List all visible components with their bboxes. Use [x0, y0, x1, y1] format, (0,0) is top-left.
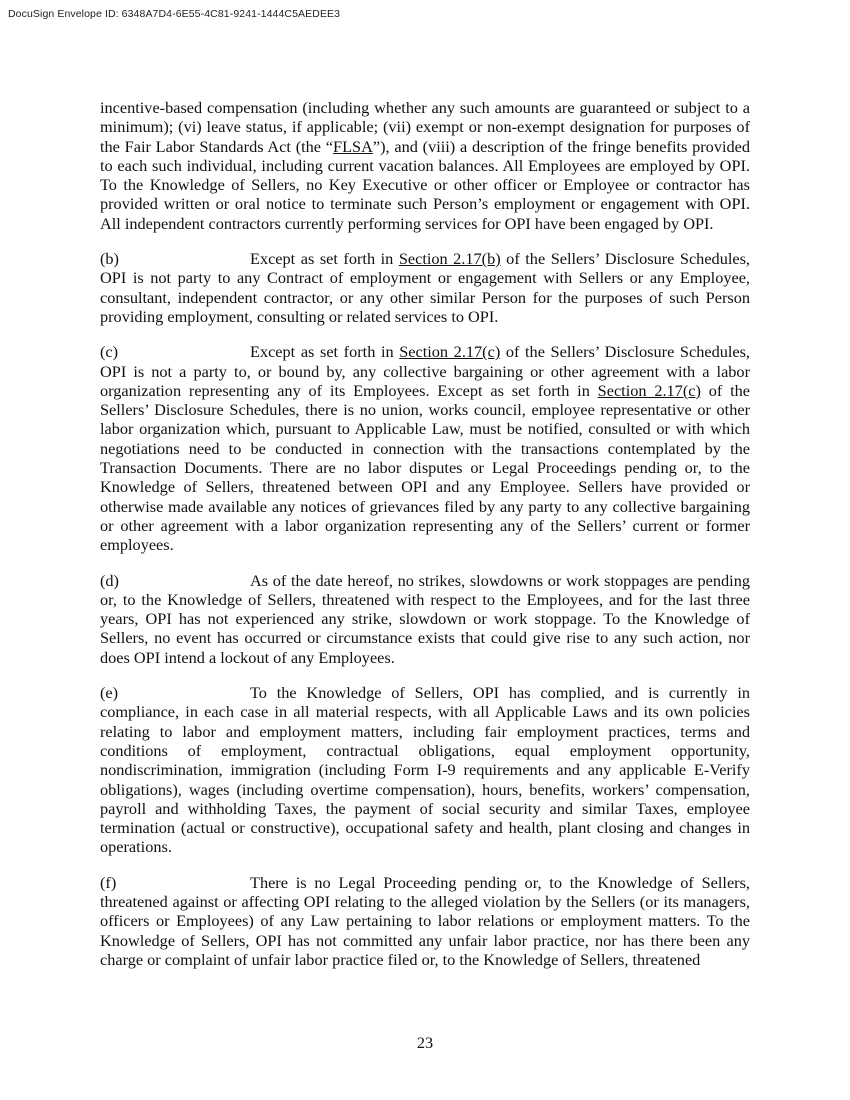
paragraph-b-label: (b): [100, 249, 119, 269]
intro-text-part-1: incentive-based compensation (including whether any such amounts are guaranteed or subject to a minimum); (vi) leave status, if applicable; (vii) exempt or non-exempt designation for purposes of the Fair Labor Standards Act (the “: [100, 98, 750, 156]
section-reference-2-17-b: Section 2.17(b): [398, 249, 501, 269]
section-reference-2-17-c-first: Section 2.17(c): [399, 342, 501, 362]
paragraph-b-text-post: of the Sellers’ Disclosure Schedules, OPI is not party to any Contract of employment or engagement with Sellers or any Employee, consultant, independent contractor, or any other similar Person for the purposes of such Person providing employment, consulting or related services to OPI.: [100, 249, 750, 326]
paragraph-c-text-mid: of the Sellers’ Disclosure Schedules, OPI is not a party to, or bound by, any collective bargaining or other agreement with a labor organization representing any of its Employees. Except as set forth in: [100, 342, 751, 400]
paragraph-c-text-pre: Except as set forth in: [250, 342, 400, 362]
paragraph-d-label: (d): [100, 570, 119, 590]
docusign-envelope-id: DocuSign Envelope ID: 6348A7D4-6E55-4C81-9241-1444C5AEDEE3: [8, 8, 341, 20]
document-body: [100, 98, 750, 985]
paragraph-d-text: As of the date hereof, no strikes, slowdowns or work stoppages are pending or, to the Knowledge of Sellers, threatened with respect to the Employees, and for the last three years, OPI has not experienced any strike, slowdown or work stoppage. To the Knowledge of Sellers, no event has occurred or circumstance exists that could give rise to any such action, nor does OPI intend a lockout of any Employees.: [100, 570, 750, 667]
section-reference-2-17-c-second: Section 2.17(c): [597, 380, 701, 400]
paragraph-c: [100, 342, 750, 554]
paragraph-b-text-pre: Except as set forth in: [250, 249, 399, 269]
paragraph-e: [100, 683, 750, 857]
paragraph-c-text-post: of the Sellers’ Disclosure Schedules, there is no union, works council, employee representative or other labor organization which, pursuant to Applicable Law, must be notified, consulted or with which negotiations need to be conducted in connection with the transactions contemplated by the Transaction Documents. There are no labor disputes or Legal Proceedings pending or, to the Knowledge of Sellers, threatened between OPI and any Employee. Sellers have provided or otherwise made available any notices of grievances filed by any party to any collective bargaining or other agreement with a labor organization representing any of the Sellers’ current or former employees.: [100, 380, 751, 555]
intro-text-part-2: ”), and (viii) a description of the fringe benefits provided to each such individual, including current vacation balances. All Employees are employed by OPI. To the Knowledge of Sellers, no Key Executive or other officer or Employee or contractor has provided written or oral notice to terminate such Person’s employment or engagement with OPI. All independent contractors currently performing services for OPI have been engaged by OPI.: [100, 136, 750, 233]
page-number: 23: [416, 1033, 434, 1052]
flsa-defined-term: FLSA: [333, 136, 373, 156]
paragraph-e-text: To the Knowledge of Sellers, OPI has complied, and is currently in compliance, in each case in all material respects, with all Applicable Laws and its own policies relating to labor and employment matters, including fair employment practices, terms and conditions of employment, contractual obligations, equal employment opportunity, nondiscrimination, immigration (including Form I-9 requirements and any applicable E-Verify obligations), wages (including overtime compensation), hours, benefits, workers’ compensation, payroll and withholding Taxes, the payment of social security and similar Taxes, employee termination (actual or constructive), occupational safety and health, plant closing and changes in operations.: [100, 683, 750, 857]
intro-paragraph: [100, 98, 750, 233]
paragraph-c-label: (c): [100, 342, 119, 362]
paragraph-d: [100, 571, 750, 667]
paragraph-b: [100, 249, 750, 326]
paragraph-f-text: There is no Legal Proceeding pending or, to the Knowledge of Sellers, threatened against or affecting OPI relating to the alleged violation by the Sellers (or its managers, officers or Employees) of any Law pertaining to labor relations or employment matters. To the Knowledge of Sellers, OPI has not committed any unfair labor practice, nor has there been any charge or complaint of unfair labor practice filed or, to the Knowledge of Sellers, threatened: [100, 872, 750, 969]
paragraph-f-label: (f): [100, 872, 117, 892]
paragraph-e-label: (e): [100, 683, 119, 703]
paragraph-f: [100, 873, 750, 969]
